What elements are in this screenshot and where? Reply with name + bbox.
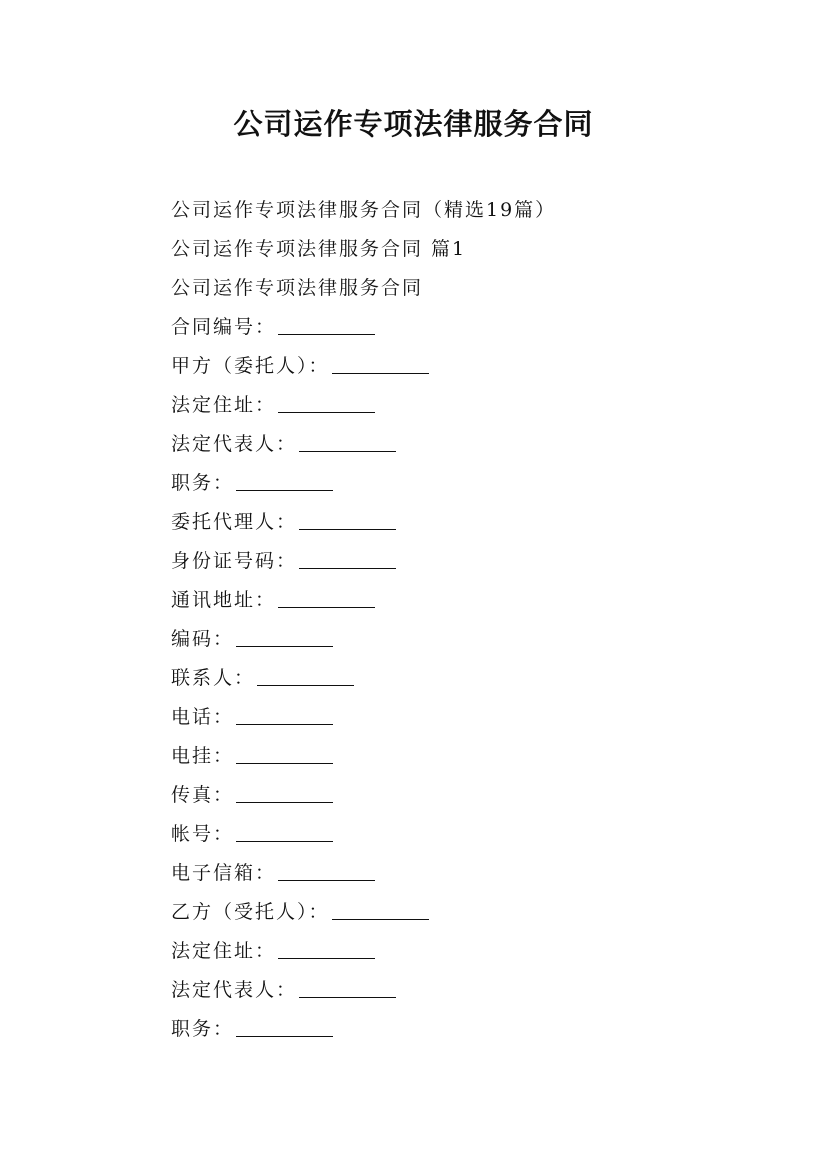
- field-label: 甲方（委托人）：: [171, 355, 330, 377]
- field-label: 电话：: [171, 706, 235, 728]
- field-label: 合同编号：: [171, 316, 277, 338]
- field-party-a-phone: [171, 702, 771, 741]
- field-party-a-address: [171, 390, 771, 429]
- field-label: 法定住址：: [171, 394, 277, 416]
- field-label: 乙方（受托人）：: [171, 901, 330, 923]
- field-party-b-legal-rep: [171, 975, 771, 1014]
- fill-in-blank: [278, 585, 375, 608]
- field-party-a-position: [171, 468, 771, 507]
- fill-in-blank: [299, 429, 396, 452]
- field-party-b-address: [171, 936, 771, 975]
- field-label: 电子信箱：: [171, 862, 277, 884]
- subtitle-line: [171, 195, 771, 234]
- field-label: 法定代表人：: [171, 979, 298, 1001]
- document-body: [171, 195, 771, 1053]
- field-label: 法定住址：: [171, 940, 277, 962]
- fill-in-blank: [236, 624, 333, 647]
- field-party-a-account: [171, 819, 771, 858]
- field-label: 编码：: [171, 628, 235, 650]
- fill-in-blank: [278, 936, 375, 959]
- fill-in-blank: [236, 741, 333, 764]
- field-party-a: [171, 351, 771, 390]
- fill-in-blank: [236, 702, 333, 725]
- line-text: 公司运作专项法律服务合同 篇1: [171, 238, 467, 260]
- field-party-a-postcode: [171, 624, 771, 663]
- field-label: 法定代表人：: [171, 433, 298, 455]
- fill-in-blank: [299, 546, 396, 569]
- fill-in-blank: [332, 897, 429, 920]
- field-label: 职务：: [171, 1018, 235, 1040]
- field-party-a-legal-rep: [171, 429, 771, 468]
- fill-in-blank: [278, 312, 375, 335]
- field-label: 传真：: [171, 784, 235, 806]
- field-label: 电挂：: [171, 745, 235, 767]
- document-title: 公司运作专项法律服务合同: [233, 107, 594, 141]
- field-label: 身份证号码：: [171, 550, 298, 572]
- fill-in-blank: [257, 663, 354, 686]
- fill-in-blank: [299, 507, 396, 530]
- line-text: 公司运作专项法律服务合同（精选19篇）: [171, 199, 557, 221]
- field-party-b: [171, 897, 771, 936]
- field-party-b-position: [171, 1014, 771, 1053]
- field-label: 帐号：: [171, 823, 235, 845]
- fill-in-blank: [236, 468, 333, 491]
- field-party-a-id-number: [171, 546, 771, 585]
- fill-in-blank: [278, 858, 375, 881]
- field-party-a-agent: [171, 507, 771, 546]
- field-party-a-fax: [171, 780, 771, 819]
- fill-in-blank: [236, 819, 333, 842]
- fill-in-blank: [236, 1014, 333, 1037]
- line-text: 公司运作专项法律服务合同: [171, 277, 424, 299]
- field-label: 职务：: [171, 472, 235, 494]
- fill-in-blank: [332, 351, 429, 374]
- field-label: 联系人：: [171, 667, 256, 689]
- fill-in-blank: [236, 780, 333, 803]
- fill-in-blank: [278, 390, 375, 413]
- field-label: 委托代理人：: [171, 511, 298, 533]
- field-contract-number: [171, 312, 771, 351]
- field-party-a-contact: [171, 663, 771, 702]
- field-party-a-cable: [171, 741, 771, 780]
- fill-in-blank: [299, 975, 396, 998]
- field-party-a-email: [171, 858, 771, 897]
- field-label: 通讯地址：: [171, 589, 277, 611]
- contract-name-line: [171, 273, 771, 312]
- section-heading-line: [171, 234, 771, 273]
- field-party-a-mailing-address: [171, 585, 771, 624]
